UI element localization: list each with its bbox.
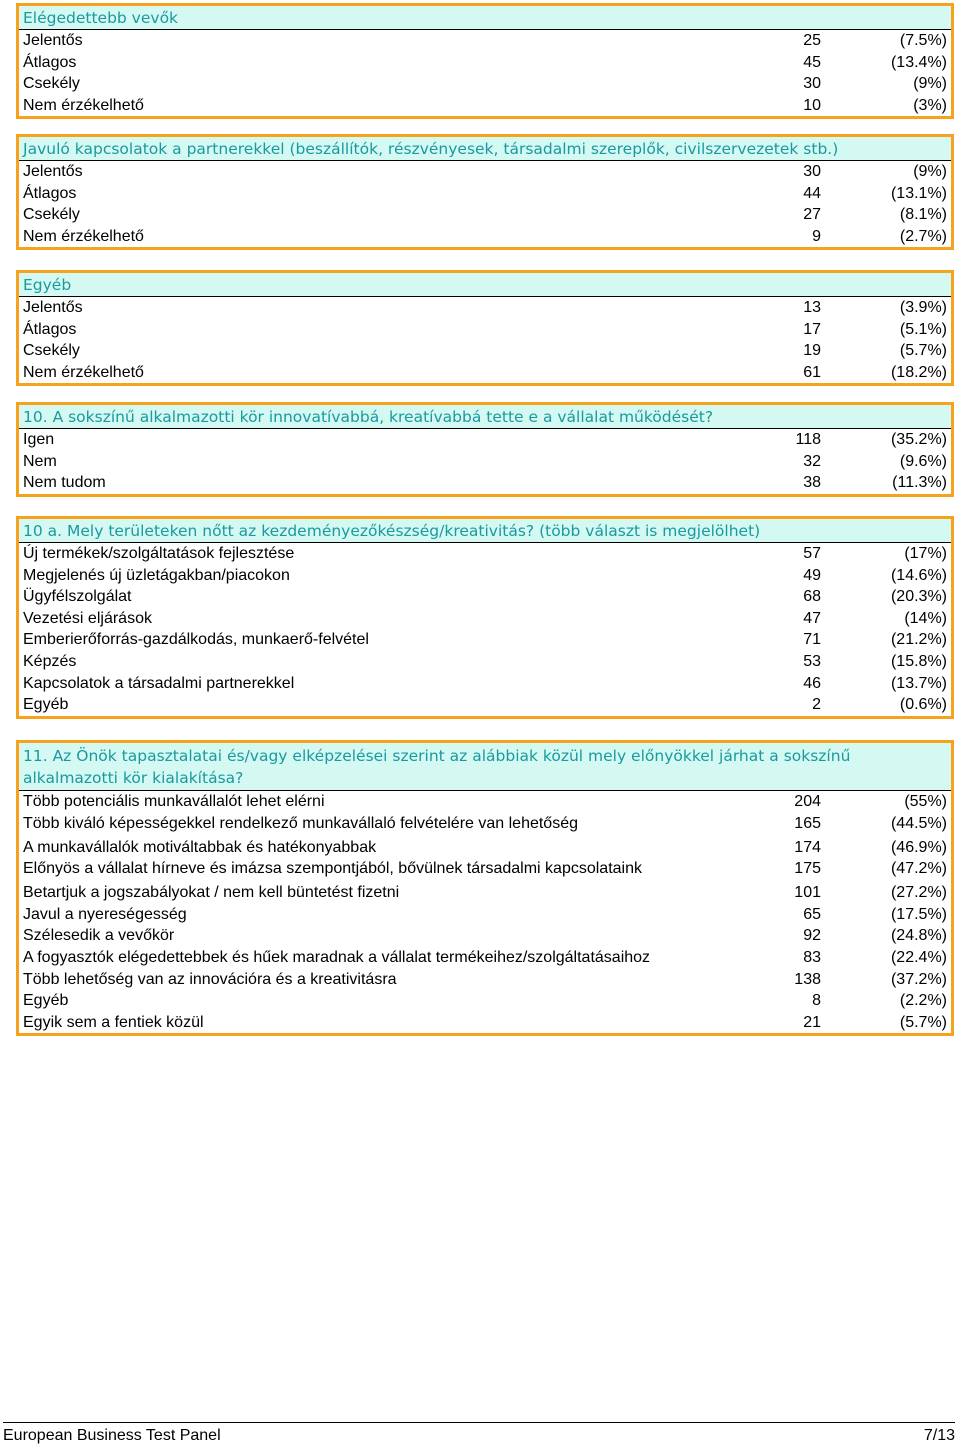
row-count: 30 <box>803 75 821 93</box>
row-label: Több potenciális munkavállalót lehet elérni <box>23 793 325 810</box>
row-count: 68 <box>803 588 821 606</box>
row-percent: (9%) <box>913 75 947 93</box>
row-count: 65 <box>803 905 821 923</box>
row-count: 25 <box>803 32 821 49</box>
row-percent: (46.9%) <box>890 838 947 856</box>
row-label: Új termékek/szolgáltatások fejlesztése <box>23 545 295 562</box>
row-label: Egyéb <box>23 992 69 1010</box>
row-percent: (3%) <box>913 96 947 114</box>
row-percent: (2.2%) <box>899 992 947 1010</box>
row-count: 13 <box>803 299 821 316</box>
row-label: Nem tudom <box>23 474 106 492</box>
row-count: 165 <box>794 814 821 832</box>
table-row <box>19 183 951 205</box>
table-row <box>19 95 951 117</box>
row-label: Előnyös a vállalat hírneve és imázsa szempontjából, bővülnek társadalmi kapcsolataink <box>23 860 642 878</box>
table-row <box>19 947 951 969</box>
table-row <box>19 52 951 74</box>
row-percent: (9%) <box>913 163 947 180</box>
row-label: Jelentős <box>23 163 83 180</box>
footer-title: European Business Test Panel <box>3 1427 221 1444</box>
row-count: 30 <box>803 163 821 180</box>
table-row <box>19 990 951 1012</box>
table-row <box>19 340 951 362</box>
table-row <box>19 226 951 248</box>
row-count: 2 <box>812 696 821 714</box>
row-label: Jelentős <box>23 299 83 316</box>
row-label: Átlagos <box>23 320 77 338</box>
section-header: Javuló kapcsolatok a partnerekkel (beszállítók, részvényesek, társadalmi szereplők, civilszervezetek stb.) <box>19 137 951 160</box>
row-percent: (27.2%) <box>890 884 947 902</box>
row-percent: (35.2%) <box>890 431 947 448</box>
table-row <box>19 204 951 226</box>
row-percent: (3.9%) <box>899 299 947 316</box>
row-percent: (17%) <box>904 545 947 562</box>
row-label: Csekély <box>23 75 80 93</box>
row-count: 38 <box>803 474 821 492</box>
row-label: A fogyasztók elégedettebbek és hűek maradnak a vállalat termékeihez/szolgáltatásaihoz <box>23 948 651 966</box>
section-q10a <box>16 516 954 719</box>
row-percent: (13.4%) <box>890 53 947 71</box>
row-percent: (8.1%) <box>899 206 947 224</box>
table-row <box>19 472 951 494</box>
row-percent: (17.5%) <box>890 905 947 923</box>
row-label: Nem <box>23 452 57 470</box>
row-count: 204 <box>794 793 821 810</box>
row-count: 45 <box>803 53 821 71</box>
row-label: Vezetési eljárások <box>23 609 152 627</box>
row-percent: (5.1%) <box>899 320 947 338</box>
row-percent: (44.5%) <box>890 814 947 832</box>
row-label: Kapcsolatok a társadalmi partnerekkel <box>23 674 295 692</box>
table-row <box>19 160 951 183</box>
row-percent: (11.3%) <box>892 474 947 492</box>
table-row <box>19 969 951 991</box>
row-percent: (20.3%) <box>890 588 947 606</box>
row-percent: (37.2%) <box>890 970 947 988</box>
row-count: 19 <box>803 342 821 360</box>
row-label: Szélesedik a vevőkör <box>23 927 175 945</box>
row-count: 9 <box>812 227 821 245</box>
table-row <box>19 542 951 565</box>
row-label: Egyik sem a fentiek közül <box>23 1013 204 1031</box>
page-number: 7/13 <box>923 1427 955 1444</box>
table-row <box>19 586 951 608</box>
row-count: 44 <box>803 184 821 202</box>
section-javulo <box>16 134 954 250</box>
table-row <box>19 629 951 651</box>
table-row <box>19 790 951 813</box>
table-row <box>19 608 951 630</box>
section-header: 11. Az Önök tapasztalatai és/vagy elképzelései szerint az alábbiak közül mely előnyökkel járhat a sokszínű alkalmazotti kör kialakítása? <box>19 743 951 790</box>
row-percent: (15.8%) <box>890 652 947 670</box>
table-row <box>19 29 951 52</box>
table-row <box>19 362 951 384</box>
row-percent: (7.5%) <box>899 32 947 49</box>
table-row <box>19 428 951 451</box>
section-header-main: 10 a. Mely területeken nőtt az kezdeményezőkészség/kreativitás? <box>23 522 535 540</box>
section-elegedettebb <box>16 3 954 119</box>
row-count: 53 <box>803 652 821 670</box>
table-row <box>19 319 951 341</box>
row-count: 83 <box>803 948 821 966</box>
row-count: 92 <box>803 927 821 945</box>
section-q11 <box>16 740 954 1036</box>
row-count: 49 <box>803 566 821 584</box>
row-percent: (18.2%) <box>890 363 947 381</box>
row-count: 61 <box>803 363 821 381</box>
row-label: Átlagos <box>23 53 77 71</box>
table-row <box>19 73 951 95</box>
row-label: Nem érzékelhető <box>23 363 144 381</box>
row-percent: (55%) <box>904 793 947 810</box>
section-header-note: (több választ is megjelölhet) <box>539 522 761 540</box>
row-count: 27 <box>803 206 821 224</box>
row-label: Ügyfélszolgálat <box>23 588 132 606</box>
row-label: Képzés <box>23 652 77 670</box>
row-label: Megjelenés új üzletágakban/piacokon <box>23 566 290 584</box>
row-count: 174 <box>794 838 821 856</box>
section-q10 <box>16 402 954 497</box>
row-label: Igen <box>23 431 55 448</box>
row-label: Jelentős <box>23 32 83 49</box>
row-percent: (21.2%) <box>890 631 947 649</box>
row-count: 17 <box>803 320 821 338</box>
row-count: 118 <box>795 431 821 448</box>
table-row <box>19 694 951 716</box>
row-label: Nem érzékelhető <box>23 96 144 114</box>
section-header: 10. A sokszínű alkalmazotti kör innovatívabbá, kreatívabbá tette e a vállalat működését? <box>19 405 951 428</box>
section-header <box>19 519 951 542</box>
row-label: Javul a nyereségesség <box>23 905 187 923</box>
row-count: 57 <box>803 545 821 562</box>
row-percent: (14%) <box>904 609 947 627</box>
row-percent: (2.7%) <box>899 227 947 245</box>
section-header: Elégedettebb vevők <box>19 6 951 29</box>
row-count: 175 <box>794 860 821 878</box>
table-row <box>19 813 951 837</box>
row-count: 46 <box>803 674 821 692</box>
table-row <box>19 837 951 859</box>
row-label: Átlagos <box>23 184 77 202</box>
row-count: 10 <box>803 96 821 114</box>
page-footer <box>3 1422 955 1444</box>
row-label: A munkavállalók motiváltabbak és hatékonyabbak <box>23 838 377 856</box>
table-row <box>19 565 951 587</box>
row-percent: (5.7%) <box>899 1013 947 1031</box>
row-count: 101 <box>794 884 821 902</box>
row-label: Több lehetőség van az innovációra és a kreativitásra <box>23 970 397 988</box>
row-label: Nem érzékelhető <box>23 227 144 245</box>
row-count: 32 <box>803 452 821 470</box>
row-count: 71 <box>803 631 821 649</box>
row-label: Csekély <box>23 342 80 360</box>
table-row <box>19 904 951 926</box>
row-label: Csekély <box>23 206 80 224</box>
row-percent: (5.7%) <box>899 342 947 360</box>
row-percent: (24.8%) <box>890 927 947 945</box>
table-row <box>19 882 951 904</box>
row-percent: (0.6%) <box>899 696 947 714</box>
table-row <box>19 651 951 673</box>
row-label: Betartjuk a jogszabályokat / nem kell büntetést fizetni <box>23 884 400 902</box>
row-count: 138 <box>794 970 821 988</box>
table-row <box>19 451 951 473</box>
row-percent: (47.2%) <box>890 860 947 878</box>
section-egyeb <box>16 270 954 386</box>
row-label: Több kiváló képességekkel rendelkező munkavállaló felvételére van lehetőség <box>23 814 578 832</box>
table-row <box>19 673 951 695</box>
row-percent: (22.4%) <box>890 948 947 966</box>
row-label: Egyéb <box>23 696 69 714</box>
row-percent: (9.6%) <box>899 452 947 470</box>
table-row <box>19 1012 951 1034</box>
table-row <box>19 925 951 947</box>
table-row <box>19 296 951 319</box>
row-count: 8 <box>812 992 821 1010</box>
row-percent: (13.7%) <box>890 674 947 692</box>
section-header: Egyéb <box>19 273 951 296</box>
table-row <box>19 858 951 882</box>
row-count: 47 <box>803 609 821 627</box>
row-percent: (13.1%) <box>890 184 947 202</box>
row-label: Emberierőforrás-gazdálkodás, munkaerő-felvétel <box>23 631 369 649</box>
row-count: 21 <box>803 1013 821 1031</box>
row-percent: (14.6%) <box>890 566 947 584</box>
